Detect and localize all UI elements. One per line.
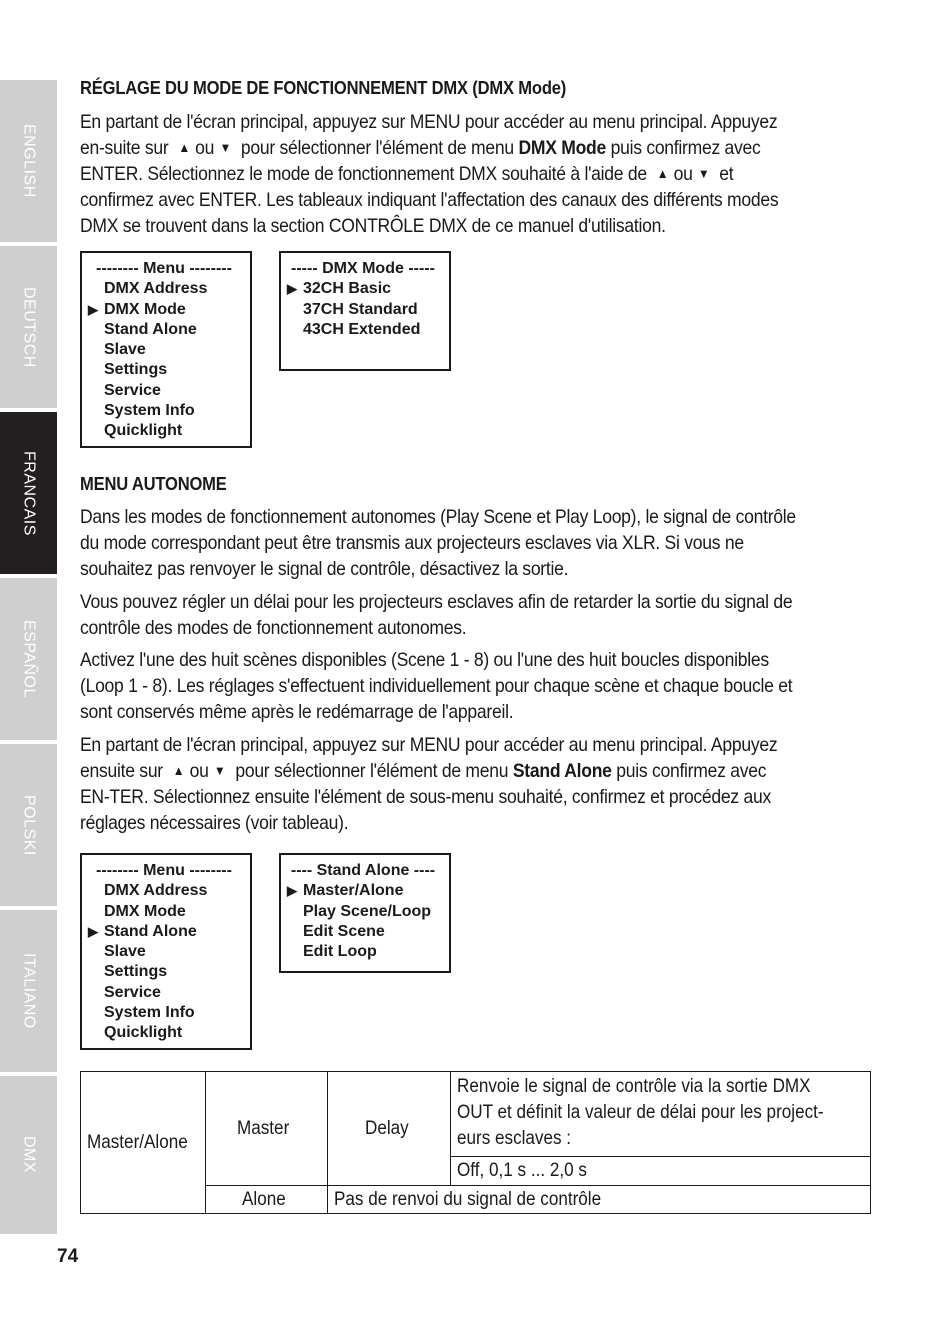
tab-francais[interactable] bbox=[0, 412, 57, 574]
text: ou bbox=[189, 760, 209, 782]
tab-italiano[interactable] bbox=[0, 910, 57, 1072]
menu-item-selected: ▶ DMX Mode bbox=[88, 300, 240, 320]
arrow-down-icon: ▼ bbox=[697, 166, 710, 181]
tab-label: DEUTSCH bbox=[20, 286, 38, 368]
tab-english[interactable] bbox=[0, 80, 57, 242]
arrow-up-icon: ▲ bbox=[178, 140, 190, 155]
menu-item: Stand Alone bbox=[104, 320, 197, 338]
tab-label: ESPAÑOL bbox=[20, 620, 38, 698]
menu-item: DMX Address bbox=[104, 882, 208, 900]
table-cell: Delay bbox=[327, 1072, 450, 1186]
tab-espanol[interactable] bbox=[0, 578, 57, 740]
text: puis confirmez avec ENTER. Sélectionnez le mode de fonctionnement DMX souhaité à l'aide de bbox=[80, 137, 761, 185]
pointer-icon: ▶ bbox=[287, 281, 297, 297]
pointer-icon: ▶ bbox=[88, 923, 98, 939]
menu-item: 43CH Extended bbox=[303, 320, 421, 338]
table-row bbox=[81, 1072, 871, 1186]
pointer-icon: ▶ bbox=[287, 883, 297, 899]
tab-deutsch[interactable] bbox=[0, 246, 57, 408]
table-cell: Renvoie le signal de contrôle via la sortie DMX OUT et définit la valeur de délai pour les project- eurs esclaves : Off, 0,1 s ... 2,0 s bbox=[450, 1072, 870, 1186]
paragraph: Vous pouvez régler un délai pour les projecteurs esclaves afin de retarder la sortie du signal de contrôle des modes de fonctionnement autonomes. bbox=[80, 591, 793, 639]
table-cell: Pas de renvoi du signal de contrôle bbox=[327, 1186, 870, 1214]
paragraph: Activez l'une des huit scènes disponibles (Scene 1 - 8) ou l'une des huit boucles disponibles (Loop 1 - 8). Les réglages s'effectuent individuellement pour chaque scène et chaque boucle et sont conservés même après le redémarrage de l'appareil. bbox=[80, 649, 793, 723]
text: pour sélectionner l'élément de menu bbox=[235, 760, 509, 782]
pointer-icon: ▶ bbox=[88, 301, 98, 317]
menu-item: Slave bbox=[104, 341, 146, 359]
tab-label: FRANCAIS bbox=[20, 450, 38, 536]
menu-title: ---- Stand Alone ---- bbox=[290, 862, 436, 879]
menu-item: DMX Address bbox=[104, 280, 208, 298]
menu-item: Edit Loop bbox=[303, 943, 377, 961]
text: ou bbox=[673, 163, 693, 185]
paragraph bbox=[80, 732, 800, 836]
paragraph: Dans les modes de fonctionnement autonomes (Play Scene et Play Loop), le signal de contrôle du mode correspondant peut être transmis aux projecteurs esclaves via XLR. Si vous ne souhaitez pas renvoyer le signal de contrôle, désactivez la sortie. bbox=[80, 506, 796, 580]
menu-item-selected: ▶ Master/Alone bbox=[287, 881, 439, 901]
section-heading: RÉGLAGE DU MODE DE FONCTIONNEMENT DMX (DMX Mode) bbox=[80, 78, 567, 98]
menu-item: System Info bbox=[104, 1004, 195, 1022]
paragraph bbox=[80, 109, 800, 239]
menu-item-selected: ▶ Stand Alone bbox=[88, 922, 240, 942]
stand-alone-display bbox=[279, 853, 451, 973]
tab-dmx[interactable] bbox=[0, 1076, 57, 1234]
dmx-mode-display bbox=[279, 251, 451, 371]
arrow-down-icon: ▼ bbox=[219, 140, 231, 155]
menu-item: Edit Scene bbox=[303, 922, 385, 940]
arrow-up-icon: ▲ bbox=[172, 763, 185, 778]
menu-item: Play Scene/Loop bbox=[303, 902, 432, 920]
menu-item: Settings bbox=[104, 963, 168, 981]
menu-item: Settings bbox=[104, 361, 168, 379]
tab-label: DMX bbox=[20, 1136, 38, 1174]
menu-item: Service bbox=[104, 381, 161, 399]
main-menu-display bbox=[80, 251, 252, 448]
table-cell: Alone bbox=[205, 1186, 327, 1214]
tab-label: ENGLISH bbox=[20, 124, 38, 198]
menu-keyword: DMX Mode bbox=[518, 137, 606, 159]
menu-keyword: Stand Alone bbox=[512, 760, 612, 782]
text: pour sélectionner l'élément de menu bbox=[240, 137, 514, 159]
menu-item: DMX Mode bbox=[104, 902, 186, 920]
text: et confirmez avec ENTER. Les tableaux indiquant l'affectation des canaux des différents modes DMX se trouvent dans la section CONTRÔLE DMX de ce manuel d'utilisation. bbox=[80, 163, 779, 237]
table-cell: Master/Alone bbox=[81, 1072, 206, 1214]
menu-title: ----- DMX Mode ----- bbox=[291, 260, 435, 277]
menu-item: Quicklight bbox=[104, 1024, 183, 1042]
text: En partant de l'écran principal, appuyez sur MENU pour accéder au menu principal. Appuyez en-suite sur bbox=[80, 111, 778, 159]
menu-item-selected: ▶ 32CH Basic bbox=[287, 279, 439, 299]
section-heading: MENU AUTONOME bbox=[80, 474, 227, 494]
main-menu-display bbox=[80, 853, 252, 1050]
text: En partant de l'écran principal, appuyez sur MENU pour accéder au menu principal. Appuyez ensuite sur bbox=[80, 734, 778, 782]
menu-item: Service bbox=[104, 983, 161, 1001]
menu-item: 37CH Standard bbox=[303, 300, 418, 318]
menu-item: System Info bbox=[104, 402, 195, 420]
text: puis confirmez avec EN-TER. Sélectionnez ensuite l'élément de sous-menu souhaité, confirmez et procédez aux réglages nécessaires (voir tableau). bbox=[80, 760, 772, 834]
tab-label: ITALIANO bbox=[20, 953, 38, 1029]
tab-label: POLSKI bbox=[20, 794, 38, 856]
menu-item: Quicklight bbox=[104, 422, 183, 440]
tab-polski[interactable] bbox=[0, 744, 57, 906]
menu-title: -------- Menu -------- bbox=[96, 862, 232, 879]
text: ou bbox=[195, 137, 215, 159]
table-cell: Master bbox=[205, 1072, 327, 1186]
arrow-up-icon: ▲ bbox=[656, 166, 669, 181]
page-number: 74 bbox=[57, 1246, 79, 1267]
menu-title: -------- Menu -------- bbox=[96, 260, 232, 277]
arrow-down-icon: ▼ bbox=[214, 763, 226, 778]
settings-table bbox=[80, 1071, 871, 1214]
menu-item: Slave bbox=[104, 943, 146, 961]
